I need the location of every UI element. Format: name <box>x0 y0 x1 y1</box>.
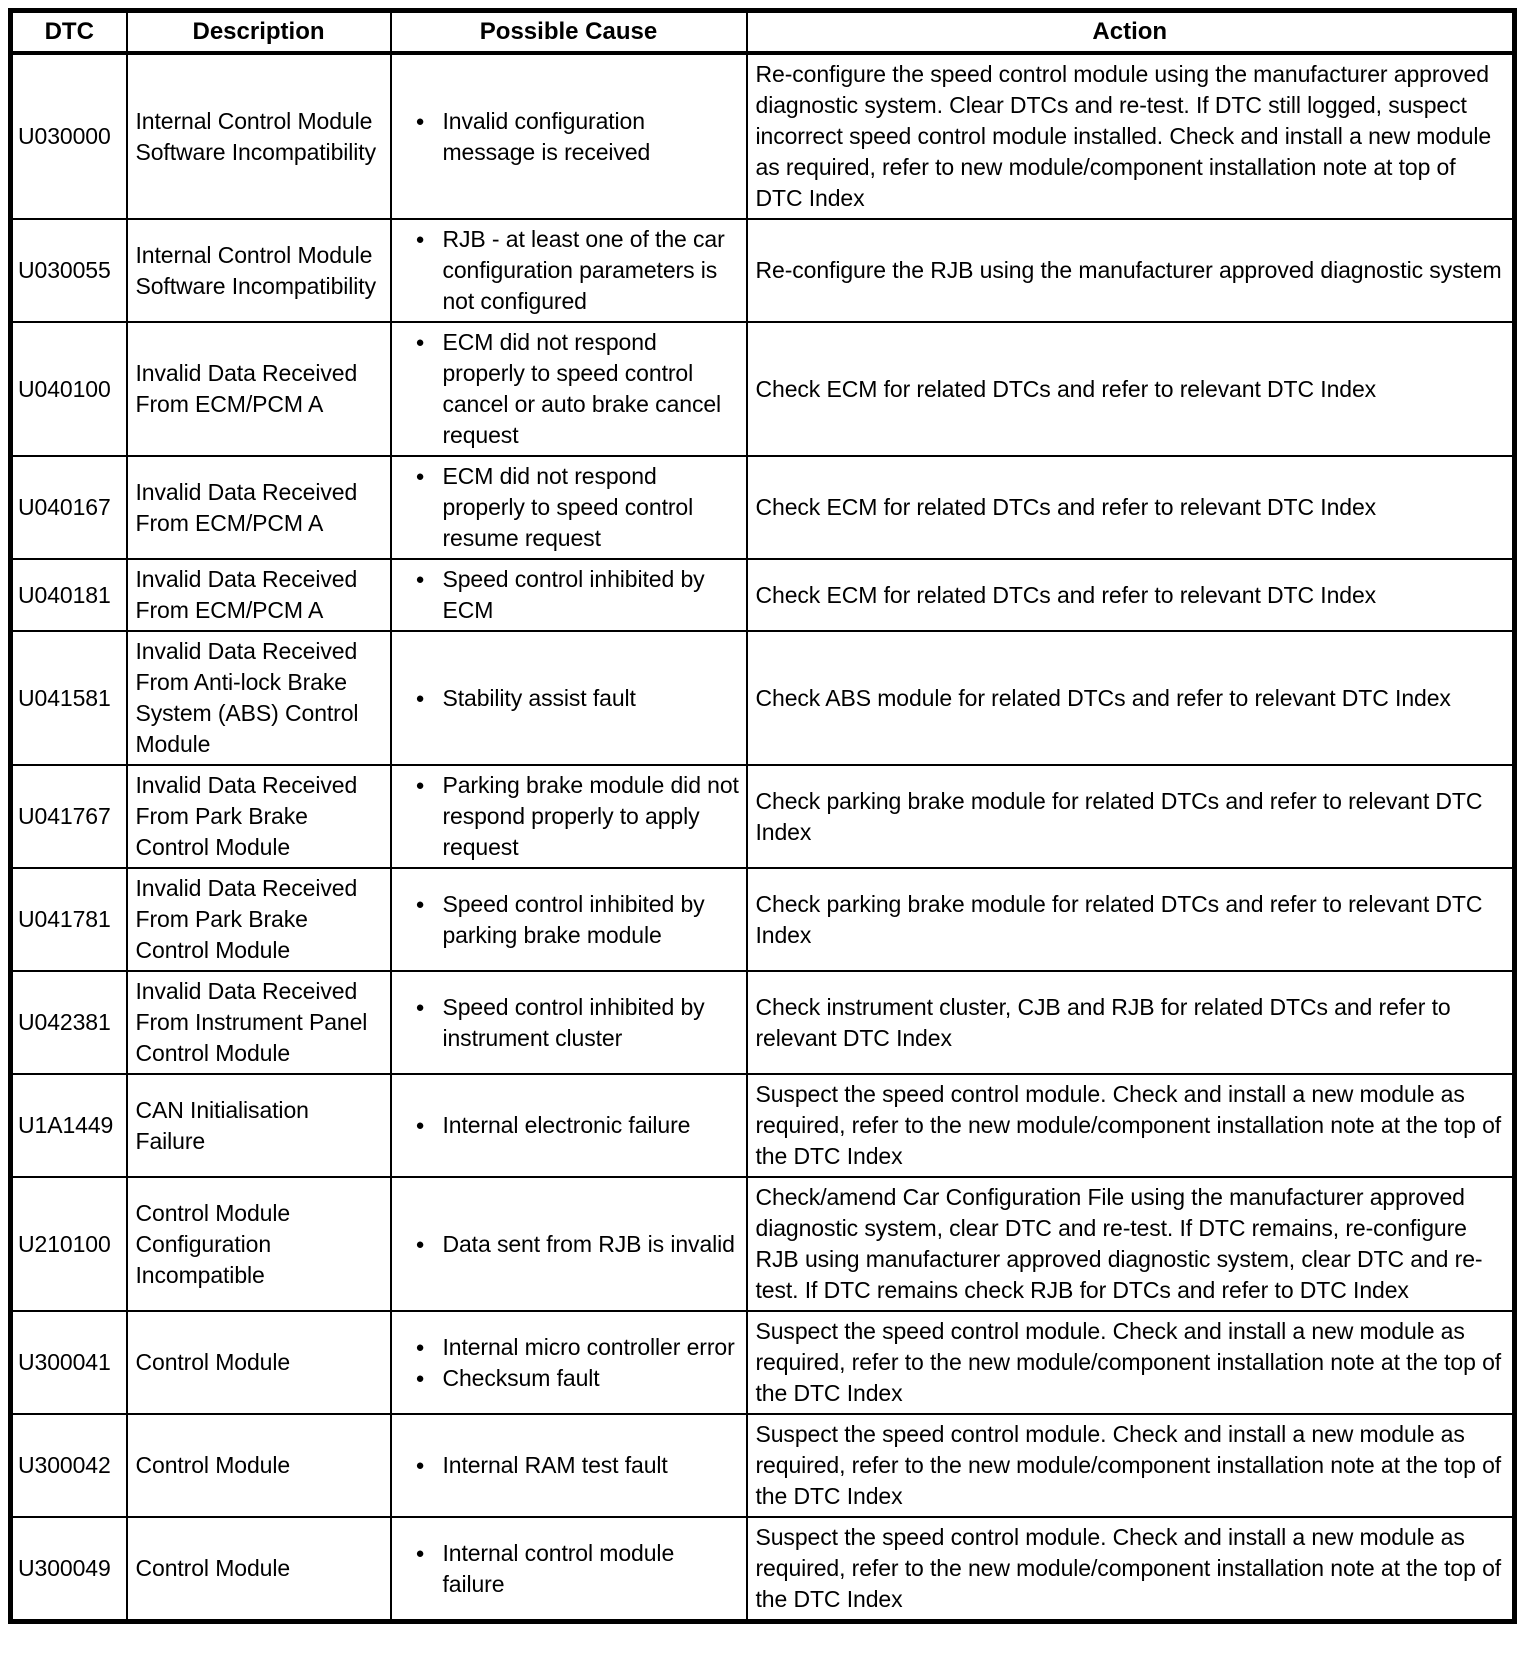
cause-text: Data sent from RJB is invalid <box>442 1230 735 1257</box>
action-cell: Check ECM for related DTCs and refer to relevant DTC Index <box>747 456 1515 559</box>
table-row <box>11 1414 1515 1517</box>
cause-item <box>416 1229 740 1260</box>
action-cell: Suspect the speed control module. Check and install a new module as required, refer to the new module/component installation note at the top of the DTC Index <box>747 1414 1515 1517</box>
dtc-cell: U041581 <box>11 631 127 765</box>
bullet-icon: ● <box>415 231 425 248</box>
bullet-icon: ● <box>415 895 425 913</box>
cause-list <box>398 889 740 951</box>
cause-text: Checksum fault <box>442 1364 600 1391</box>
action-cell: Check/amend Car Configuration File using the manufacturer approved diagnostic system, clear DTC and re-test. If DTC remains, re-configure RJB using manufacturer approved diagnostic system, clear DTC and re-test. If DTC remains check RJB for DTCs and refer to DTC Index <box>747 1177 1515 1311</box>
description-cell: Invalid Data Received From Park Brake Control Module <box>127 868 391 971</box>
dtc-cell: U300041 <box>11 1311 127 1414</box>
cause-text: Speed control inhibited by parking brake module <box>442 890 705 948</box>
cause-list <box>398 1229 740 1260</box>
table-row <box>11 765 1515 868</box>
action-cell: Check ABS module for related DTCs and refer to relevant DTC Index <box>747 631 1515 765</box>
cause-cell <box>391 1311 747 1414</box>
description-cell: Invalid Data Received From ECM/PCM A <box>127 456 391 559</box>
action-cell: Check ECM for related DTCs and refer to relevant DTC Index <box>747 559 1515 631</box>
cause-list <box>398 1450 740 1481</box>
table-row <box>11 1177 1515 1311</box>
cause-text: ECM did not respond properly to speed control resume request <box>442 463 694 551</box>
cause-cell <box>391 1517 747 1622</box>
bullet-icon: ● <box>415 689 425 707</box>
cause-list <box>398 224 740 317</box>
action-cell: Re-configure the RJB using the manufacturer approved diagnostic system <box>747 219 1515 322</box>
bullet-icon: ● <box>415 1338 425 1356</box>
cause-list <box>398 1332 740 1394</box>
table-row <box>11 1517 1515 1622</box>
table-row <box>11 322 1515 456</box>
cause-text: Internal RAM test fault <box>442 1452 668 1478</box>
cause-cell <box>391 53 747 219</box>
bullet-icon: ● <box>415 777 425 794</box>
cause-item <box>416 327 740 451</box>
dtc-cell: U030000 <box>11 53 127 219</box>
description-cell: Control Module Configuration Incompatible <box>127 1177 391 1311</box>
cause-item <box>416 1363 740 1394</box>
bullet-icon: ● <box>415 468 425 485</box>
cause-cell <box>391 559 747 631</box>
cause-cell <box>391 1074 747 1177</box>
cause-cell <box>391 868 747 971</box>
bullet-icon: ● <box>415 1369 425 1387</box>
description-cell: CAN Initialisation Failure <box>127 1074 391 1177</box>
cause-item <box>416 224 740 317</box>
header-action: Action <box>747 11 1515 54</box>
description-cell: Invalid Data Received From ECM/PCM A <box>127 322 391 456</box>
dtc-cell: U030055 <box>11 219 127 322</box>
description-cell: Internal Control Module Software Incompatibility <box>127 219 391 322</box>
cause-item <box>416 889 740 951</box>
table-row <box>11 1311 1515 1414</box>
table-row <box>11 631 1515 765</box>
cause-item <box>416 1450 740 1481</box>
cause-item <box>416 106 740 168</box>
dtc-index-table <box>8 8 1517 1624</box>
dtc-cell: U040100 <box>11 322 127 456</box>
bullet-icon: ● <box>415 112 425 130</box>
header-possible-cause: Possible Cause <box>391 11 747 54</box>
cause-cell <box>391 322 747 456</box>
cause-text: Invalid configuration message is received <box>442 107 651 165</box>
cause-cell <box>391 219 747 322</box>
header-dtc: DTC <box>11 11 127 54</box>
dtc-cell: U041767 <box>11 765 127 868</box>
action-cell: Suspect the speed control module. Check and install a new module as required, refer to the new module/component installation note at the top of the DTC Index <box>747 1311 1515 1414</box>
cause-list <box>398 461 740 554</box>
cause-list <box>398 1538 740 1600</box>
cause-text: Parking brake module did not respond properly to apply request <box>442 772 739 860</box>
cause-list <box>398 327 740 451</box>
bullet-icon: ● <box>415 1544 425 1562</box>
action-cell: Check parking brake module for related DTCs and refer to relevant DTC Index <box>747 868 1515 971</box>
cause-cell <box>391 631 747 765</box>
cause-text: Internal micro controller error <box>442 1333 735 1360</box>
description-cell: Control Module <box>127 1311 391 1414</box>
cause-text: Speed control inhibited by ECM <box>442 566 705 623</box>
description-cell: Control Module <box>127 1517 391 1622</box>
table-row <box>11 559 1515 631</box>
action-cell: Suspect the speed control module. Check and install a new module as required, refer to the new module/component installation note at the top of the DTC Index <box>747 1517 1515 1622</box>
cause-list <box>398 992 740 1054</box>
cause-list <box>398 564 740 626</box>
bullet-icon: ● <box>415 571 425 588</box>
action-cell: Check ECM for related DTCs and refer to relevant DTC Index <box>747 322 1515 456</box>
cause-cell <box>391 971 747 1074</box>
table-row <box>11 868 1515 971</box>
action-cell: Suspect the speed control module. Check and install a new module as required, refer to the new module/component installation note at the top of the DTC Index <box>747 1074 1515 1177</box>
cause-item <box>416 564 740 626</box>
description-cell: Invalid Data Received From ECM/PCM A <box>127 559 391 631</box>
header-description: Description <box>127 11 391 54</box>
dtc-cell: U040181 <box>11 559 127 631</box>
table-row <box>11 1074 1515 1177</box>
dtc-cell: U042381 <box>11 971 127 1074</box>
cause-item <box>416 1538 740 1600</box>
cause-list <box>398 683 740 714</box>
action-cell: Check instrument cluster, CJB and RJB for related DTCs and refer to relevant DTC Index <box>747 971 1515 1074</box>
cause-item <box>416 1332 740 1363</box>
bullet-icon: ● <box>415 1457 425 1474</box>
cause-list <box>398 106 740 168</box>
cause-text: Stability assist fault <box>442 684 636 711</box>
description-cell: Invalid Data Received From Park Brake Control Module <box>127 765 391 868</box>
bullet-icon: ● <box>415 334 425 351</box>
cause-list <box>398 1110 740 1141</box>
bullet-icon: ● <box>415 1235 425 1253</box>
cause-text: RJB - at least one of the car configuration parameters is not configured <box>442 226 725 314</box>
cause-item <box>416 461 740 554</box>
dtc-cell: U300042 <box>11 1414 127 1517</box>
bullet-icon: ● <box>415 1117 425 1134</box>
cause-item <box>416 992 740 1054</box>
cause-item <box>416 1110 740 1141</box>
dtc-cell: U040167 <box>11 456 127 559</box>
action-cell: Check parking brake module for related DTCs and refer to relevant DTC Index <box>747 765 1515 868</box>
table-row <box>11 456 1515 559</box>
description-cell: Invalid Data Received From Anti-lock Brake System (ABS) Control Module <box>127 631 391 765</box>
table-row <box>11 971 1515 1074</box>
cause-text: Speed control inhibited by instrument cluster <box>442 993 705 1051</box>
cause-cell <box>391 765 747 868</box>
dtc-cell: U210100 <box>11 1177 127 1311</box>
description-cell: Internal Control Module Software Incompatibility <box>127 53 391 219</box>
action-cell: Re-configure the speed control module using the manufacturer approved diagnostic system. Clear DTCs and re-test. If DTC still logged, suspect incorrect speed control module installed. Check and install a new module as required, refer to new module/component installation note at top of DTC Index <box>747 53 1515 219</box>
cause-cell <box>391 456 747 559</box>
bullet-icon: ● <box>415 998 425 1016</box>
table-body <box>11 53 1515 1622</box>
cause-item <box>416 683 740 714</box>
cause-list <box>398 770 740 863</box>
dtc-cell: U041781 <box>11 868 127 971</box>
cause-text: ECM did not respond properly to speed control cancel or auto brake cancel request <box>442 329 722 448</box>
table-row <box>11 219 1515 322</box>
cause-cell <box>391 1177 747 1311</box>
cause-text: Internal electronic failure <box>442 1112 691 1138</box>
table-header-row <box>11 11 1515 54</box>
cause-text: Internal control module failure <box>442 1539 675 1597</box>
cause-item <box>416 770 740 863</box>
description-cell: Control Module <box>127 1414 391 1517</box>
table-row <box>11 53 1515 219</box>
description-cell: Invalid Data Received From Instrument Panel Control Module <box>127 971 391 1074</box>
cause-cell <box>391 1414 747 1517</box>
dtc-cell: U1A1449 <box>11 1074 127 1177</box>
dtc-cell: U300049 <box>11 1517 127 1622</box>
